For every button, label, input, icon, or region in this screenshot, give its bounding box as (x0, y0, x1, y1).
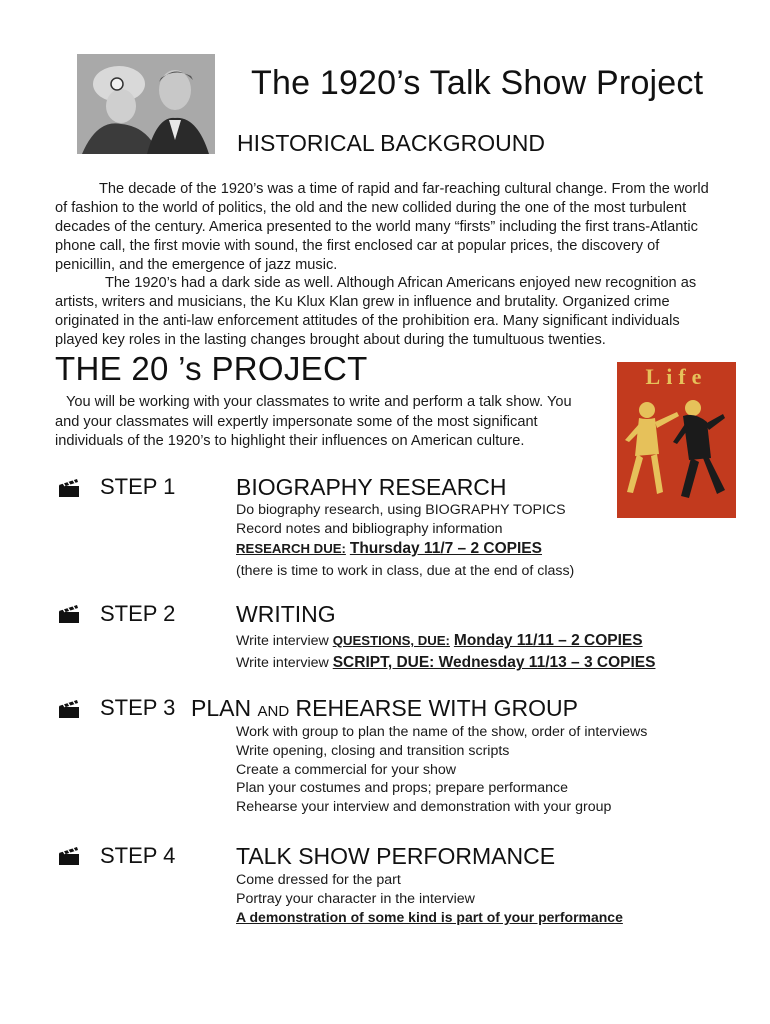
step-4-label: STEP 4 (100, 843, 176, 868)
step-3-title-plan: PLAN (191, 695, 252, 721)
step-4-line-3 (236, 909, 623, 926)
background-paragraph-1: The decade of the 1920’s was a time of rapid and far-reaching cultural change. From the world of fashion to the world of politics, the old and the new collided during the one of the most turbulent decades of the century. America presented to the world many “firsts” including the first trans-Atlantic phone call, the first movie with sound, the first enclosed car at popular prices, the discovery of penicillin, and the emergence of jazz music. (55, 181, 709, 273)
step-1-line-4: (there is time to work in class, due at the end of class) (236, 563, 575, 579)
background-paragraph-2: The 1920’s had a dark side as well. Although African Americans enjoyed new recognition as artists, writers and musicians, the Ku Klux Klan grew in influence and brutality. Organized crime originated in the anti-law enforcement attitudes of the prohibition era. Many significant individuals played key roles in the lasting changes brought about during the tumultuous twenties. (55, 275, 697, 348)
research-due-date: Thursday 11/7 – 2 COPIES (349, 540, 542, 557)
step-3-title (191, 695, 578, 722)
script-due: SCRIPT, DUE: Wednesday 11/13 – 3 COPIES (332, 654, 656, 671)
demonstration-requirement: A demonstration of some kind is part of your performance (236, 909, 623, 925)
step-3-line-1: Work with group to plan the name of the show, order of interviews (236, 724, 648, 740)
step-2-questions-line (236, 632, 643, 650)
clapperboard-icon (58, 604, 80, 624)
step-3-line-4: Plan your costumes and props; prepare performance (236, 780, 569, 796)
questions-due-date: Monday 11/11 – 2 COPIES (453, 632, 643, 649)
life-magazine-cover-image (617, 362, 736, 518)
clapperboard-icon (58, 699, 80, 719)
research-due-label: RESEARCH DUE: (236, 541, 346, 556)
step-1-due-line (236, 540, 542, 558)
step-1-line-2: Record notes and bibliography information (236, 521, 503, 537)
project-description: You will be working with your classmates to write and perform a talk show. You and your classmates will expertly impersonate some of the most significant individuals of the 1920’s to highlight their influences on American culture. (55, 394, 572, 449)
step-3-title-rest: REHEARSE WITH GROUP (295, 695, 578, 721)
historical-background-heading: HISTORICAL BACKGROUND (237, 130, 545, 156)
couple-photo (77, 54, 215, 154)
step-3-line-2: Write opening, closing and transition scripts (236, 743, 510, 759)
clapperboard-icon (58, 478, 80, 498)
step-3-line-5: Rehearse your interview and demonstration with your group (236, 799, 612, 815)
step-3-title-and: AND (257, 703, 290, 720)
step-4-title: TALK SHOW PERFORMANCE (236, 843, 556, 869)
step-2-title: WRITING (236, 601, 336, 627)
step-2-script-line (236, 654, 655, 672)
step-3-label: STEP 3 (100, 695, 176, 720)
questions-due-label: QUESTIONS, DUE: (332, 633, 450, 648)
step-4-line-2: Portray your character in the interview (236, 891, 475, 907)
step-3-line-3: Create a commercial for your show (236, 762, 456, 778)
project-heading: THE 20 ’s PROJECT (55, 350, 368, 387)
questions-prefix: Write interview (236, 633, 333, 649)
step-4-line-1: Come dressed for the part (236, 872, 401, 888)
step-1-label: STEP 1 (100, 474, 176, 499)
clapperboard-icon (58, 846, 80, 866)
step-1-line-1: Do biography research, using BIOGRAPHY TOPICS (236, 502, 566, 518)
step-2-label: STEP 2 (100, 601, 176, 626)
script-prefix: Write interview (236, 655, 333, 671)
cover-masthead: Life (645, 364, 708, 389)
step-1-title: BIOGRAPHY RESEARCH (236, 474, 507, 500)
document-title: The 1920’s Talk Show Project (251, 64, 704, 102)
